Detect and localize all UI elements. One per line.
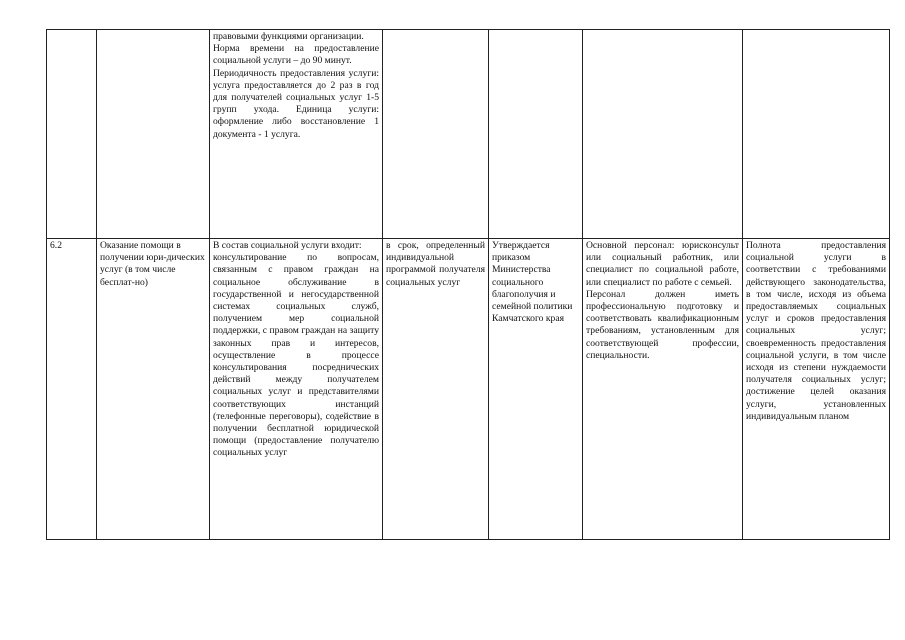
- cell-service-description: правовыми функциями организации. Норма времени на предоставление социальной услуги – до 90 минут. Периодичность предоставления услуги: услуга предоставляется до 2 раз в год для получателей социальных услуг 1-5 групп ухода. Единица услуги: оформление либо восстановление 1 документа - 1 услуга.: [210, 30, 383, 239]
- table-row: [47, 30, 890, 239]
- cell-term: в срок, определенный индивидуальной программой получателя социальных услуг: [383, 239, 489, 540]
- cell-staff: Основной персонал: юрисконсульт или социальный работник, или специалист по социальной работе, или специалист по работе с семьей. Персонал должен иметь профессиональную подготовку и соответствовать квалификационным требованиям, установленным для соответствующей профессии, специальности.: [583, 239, 743, 540]
- cell-number: 6.2: [47, 239, 97, 540]
- cell-quality: Полнота предоставления социальной услуги в соответствии с требованиями действующего законодательства, в том числе, исходя из объема предоставляемых социальных услуг и сроков предоставления социальных услуг; своевременность предоставления социальной услуги, в том числе исходя из степени нуждаемости получателя социальных услуг; достижение целей оказания услуги, установленных индивидуальным планом: [743, 239, 890, 540]
- cell-approval: [489, 30, 583, 239]
- cell-quality: [743, 30, 890, 239]
- cell-term: [383, 30, 489, 239]
- cell-service-name: [97, 30, 210, 239]
- cell-service-description: В состав социальной услуги входит: консультирование по вопросам, связанным с правом граждан на социальное обслуживание в государственной и негосударственной системах социальных служб, получением мер социальной поддержки, с правом граждан на защиту законных прав и интересов, осуществление в процессе консультирования посреднических действий между получателем социальных услуг и представителями соответствующих инстанций (телефонные переговоры), содействие в получении бесплатной юридической помощи (предоставление получателю социальных услуг: [210, 239, 383, 540]
- cell-staff: [583, 30, 743, 239]
- cell-number: [47, 30, 97, 239]
- services-table: [46, 29, 890, 540]
- cell-service-name: Оказание помощи в получении юри-дических услуг (в том числе бесплат-но): [97, 239, 210, 540]
- cell-approval: Утверждается приказом Министерства социального благополучия и семейной политики Камчатского края: [489, 239, 583, 540]
- table-row: [47, 239, 890, 540]
